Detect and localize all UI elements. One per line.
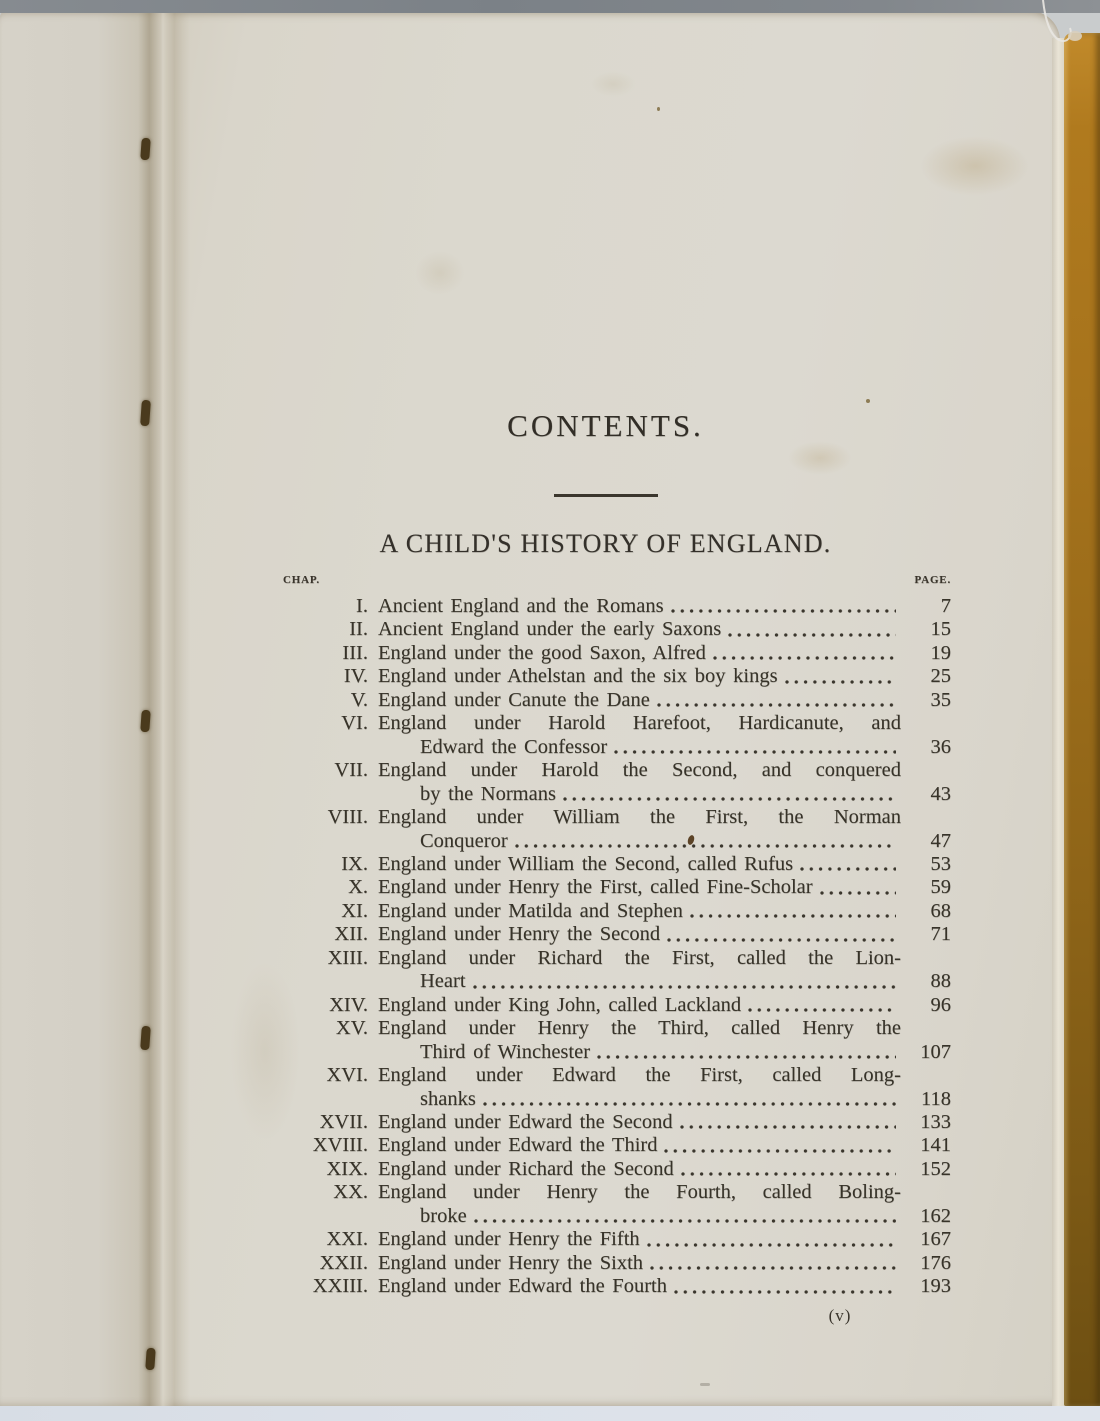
chapter-number: XI.	[341, 899, 368, 922]
chapter-number: XV.	[335, 1017, 368, 1040]
chapter-title: England under Henry the Sixth	[378, 1251, 644, 1274]
chapter-number: XVIII.	[312, 1134, 368, 1157]
page-number: 107	[920, 1040, 951, 1063]
page-number: 35	[930, 688, 951, 711]
toc-row	[283, 759, 951, 782]
paper-stain	[415, 251, 465, 295]
dot-leader	[778, 665, 901, 688]
dot-leader	[607, 736, 901, 759]
page-number: 133	[920, 1110, 951, 1133]
dot-leader	[467, 1205, 901, 1228]
folio-page-marker: (v)	[828, 1306, 852, 1325]
chapter-number: XX.	[333, 1181, 368, 1204]
chapter-column-header: CHAP.	[283, 574, 320, 586]
toc-row	[283, 1252, 951, 1275]
toc-row	[283, 923, 951, 946]
chapter-title-continued: Heart	[420, 970, 466, 993]
toc-row	[283, 595, 951, 618]
chapter-number: VII.	[334, 759, 368, 782]
dot-leader	[793, 853, 901, 876]
chapter-title: England under Henry the First, called Fine-Scholar	[378, 876, 813, 899]
chapter-title-continued: by the Normans	[420, 782, 556, 805]
toc-row	[283, 689, 951, 712]
divider-rule	[554, 494, 658, 497]
toc-row	[283, 876, 951, 899]
chapter-title: England under Henry the Fifth	[378, 1228, 640, 1251]
toc-row	[283, 806, 951, 829]
chapter-title: England under Richard the Second	[378, 1157, 674, 1180]
paper-stain	[920, 136, 1030, 196]
page-number: 176	[920, 1251, 951, 1274]
page-number: 162	[920, 1204, 951, 1227]
chapter-title: England under Edward the Second	[378, 1110, 673, 1133]
page-column-header: PAGE.	[914, 574, 951, 586]
chapter-title: England under Harold the Second, and conquered	[378, 759, 901, 782]
chapter-title: England under William the First, the Norman	[378, 806, 901, 829]
toc-row	[283, 642, 951, 665]
toc-row-continuation	[283, 1088, 951, 1111]
page-number: 167	[920, 1228, 951, 1251]
toc-row-continuation	[283, 783, 951, 806]
dot-leader	[813, 876, 901, 899]
toc-row	[283, 665, 951, 688]
chapter-title: England under Henry the Third, called Henry the	[378, 1017, 901, 1040]
dot-leader	[683, 900, 901, 923]
chapter-title: England under Henry the Fourth, called Boling-	[378, 1181, 901, 1204]
chapter-number: XIX.	[326, 1157, 368, 1180]
chapter-number: XVII.	[319, 1110, 368, 1133]
page-number: 36	[930, 735, 951, 758]
dot-leader	[741, 994, 901, 1017]
toc-row	[283, 1111, 951, 1134]
page-number: 88	[930, 970, 951, 993]
chapter-title: England under Harold Harefoot, Hardicanute, and	[378, 712, 901, 735]
toc-row-continuation	[283, 830, 951, 853]
dot-leader	[476, 1088, 901, 1111]
dot-leader	[667, 1275, 901, 1298]
page-number: 96	[930, 993, 951, 1016]
chapter-title: England under Edward the Third	[378, 1134, 658, 1157]
chapter-title: England under Matilda and Stephen	[378, 899, 683, 922]
chapter-title-continued: shanks	[420, 1087, 476, 1110]
dot-leader	[706, 642, 901, 665]
dot-leader	[650, 689, 901, 712]
page-number: 71	[930, 923, 951, 946]
chapter-title: England under Edward the Fourth	[378, 1275, 667, 1298]
page-number: 53	[930, 852, 951, 875]
dot-leader	[673, 1111, 901, 1134]
chapter-title-continued: Third of Winchester	[420, 1040, 591, 1063]
paper-speck	[866, 399, 870, 403]
page-number: 15	[930, 618, 951, 641]
page-number: 7	[940, 595, 951, 617]
stitch-hole	[140, 400, 151, 427]
thread-fiber	[1015, 0, 1100, 140]
toc-row-continuation	[283, 1205, 951, 1228]
chapter-number: XXI.	[326, 1228, 368, 1251]
chapter-number: I.	[356, 595, 368, 617]
chapter-number: II.	[349, 618, 368, 641]
page-number: 19	[930, 641, 951, 664]
chapter-number: VIII.	[327, 806, 368, 829]
page-number: 68	[930, 899, 951, 922]
chapter-number: V.	[350, 688, 368, 711]
chapter-title-continued: Conqueror	[420, 829, 508, 852]
stitch-hole	[145, 1348, 156, 1371]
page-number: 152	[920, 1157, 951, 1180]
chapter-number: III.	[342, 641, 368, 664]
toc-row	[283, 900, 951, 923]
toc-row	[283, 1134, 951, 1157]
page-number: 25	[930, 665, 951, 688]
dot-leader	[640, 1228, 901, 1251]
chapter-number: XXII.	[319, 1251, 368, 1274]
chapter-number: IV.	[343, 665, 368, 688]
chapter-title: England under the good Saxon, Alfred	[378, 641, 706, 664]
table-of-contents	[283, 574, 951, 1299]
toc-row	[283, 1275, 951, 1298]
chapter-number: XII.	[334, 923, 368, 946]
toc-row	[283, 1158, 951, 1181]
page-number: 59	[930, 876, 951, 899]
chapter-title: England under King John, called Lackland	[378, 993, 742, 1016]
toc-row	[283, 853, 951, 876]
book-title: A CHILD'S HISTORY OF ENGLAND.	[379, 529, 832, 558]
stitch-hole	[140, 1026, 151, 1051]
page-number: 47	[930, 829, 951, 852]
chapter-title-continued: broke	[420, 1204, 467, 1227]
chapter-title: England under Athelstan and the six boy kings	[378, 665, 778, 688]
chapter-title: England under Henry the Second	[378, 923, 661, 946]
toc-row	[283, 994, 951, 1017]
chapter-title: England under Edward the First, called Long-	[378, 1064, 901, 1087]
chapter-title: Ancient England and the Romans	[378, 595, 664, 617]
toc-row	[283, 1017, 951, 1040]
toc-row	[283, 1064, 951, 1087]
book-cover-edge	[1064, 33, 1100, 1406]
toc-row	[283, 712, 951, 735]
toc-row	[283, 618, 951, 641]
chapter-title: England under William the Second, called Rufus	[378, 852, 794, 875]
dot-leader	[643, 1252, 901, 1275]
photo-background-bottom	[0, 1406, 1100, 1421]
dot-leader	[660, 923, 901, 946]
photo-background-top	[0, 0, 1100, 13]
dot-leader	[508, 830, 901, 853]
toc-column-headers	[283, 574, 951, 587]
toc-row	[283, 947, 951, 970]
paper-stain	[590, 71, 636, 97]
chapter-title-continued: Edward the Confessor	[420, 735, 608, 758]
toc-row	[283, 1228, 951, 1251]
page-title: CONTENTS.	[507, 408, 704, 443]
chapter-number: XVI.	[326, 1064, 368, 1087]
paper-speck	[657, 107, 660, 111]
chapter-number: XIII.	[327, 946, 368, 969]
chapter-number: XXIII.	[312, 1275, 368, 1298]
page-number: 193	[920, 1275, 951, 1298]
dot-leader	[664, 595, 901, 618]
dot-leader	[466, 970, 901, 993]
chapter-number: X.	[348, 876, 368, 899]
dot-leader	[556, 783, 901, 806]
page-number: 141	[920, 1134, 951, 1157]
chapter-title: England under Richard the First, called the Lion-	[378, 946, 901, 969]
chapter-title: Ancient England under the early Saxons	[378, 618, 722, 641]
contents-list	[283, 595, 951, 1299]
chapter-number: VI.	[341, 712, 368, 735]
stitch-hole	[140, 710, 151, 733]
paper-speck	[700, 1383, 710, 1386]
dot-leader	[674, 1158, 901, 1181]
chapter-number: IX.	[341, 852, 368, 875]
chapter-title: England under Canute the Dane	[378, 688, 650, 711]
toc-row-continuation	[283, 1041, 951, 1064]
toc-row	[283, 1181, 951, 1204]
paper-stain	[788, 441, 852, 475]
toc-row-continuation	[283, 970, 951, 993]
dot-leader	[657, 1134, 901, 1157]
chapter-number: XIV.	[329, 993, 368, 1016]
page-number: 118	[921, 1087, 951, 1110]
stitch-hole	[140, 138, 151, 161]
dot-leader	[721, 618, 901, 641]
page-number: 43	[930, 782, 951, 805]
toc-row-continuation	[283, 736, 951, 759]
dot-leader	[590, 1041, 901, 1064]
